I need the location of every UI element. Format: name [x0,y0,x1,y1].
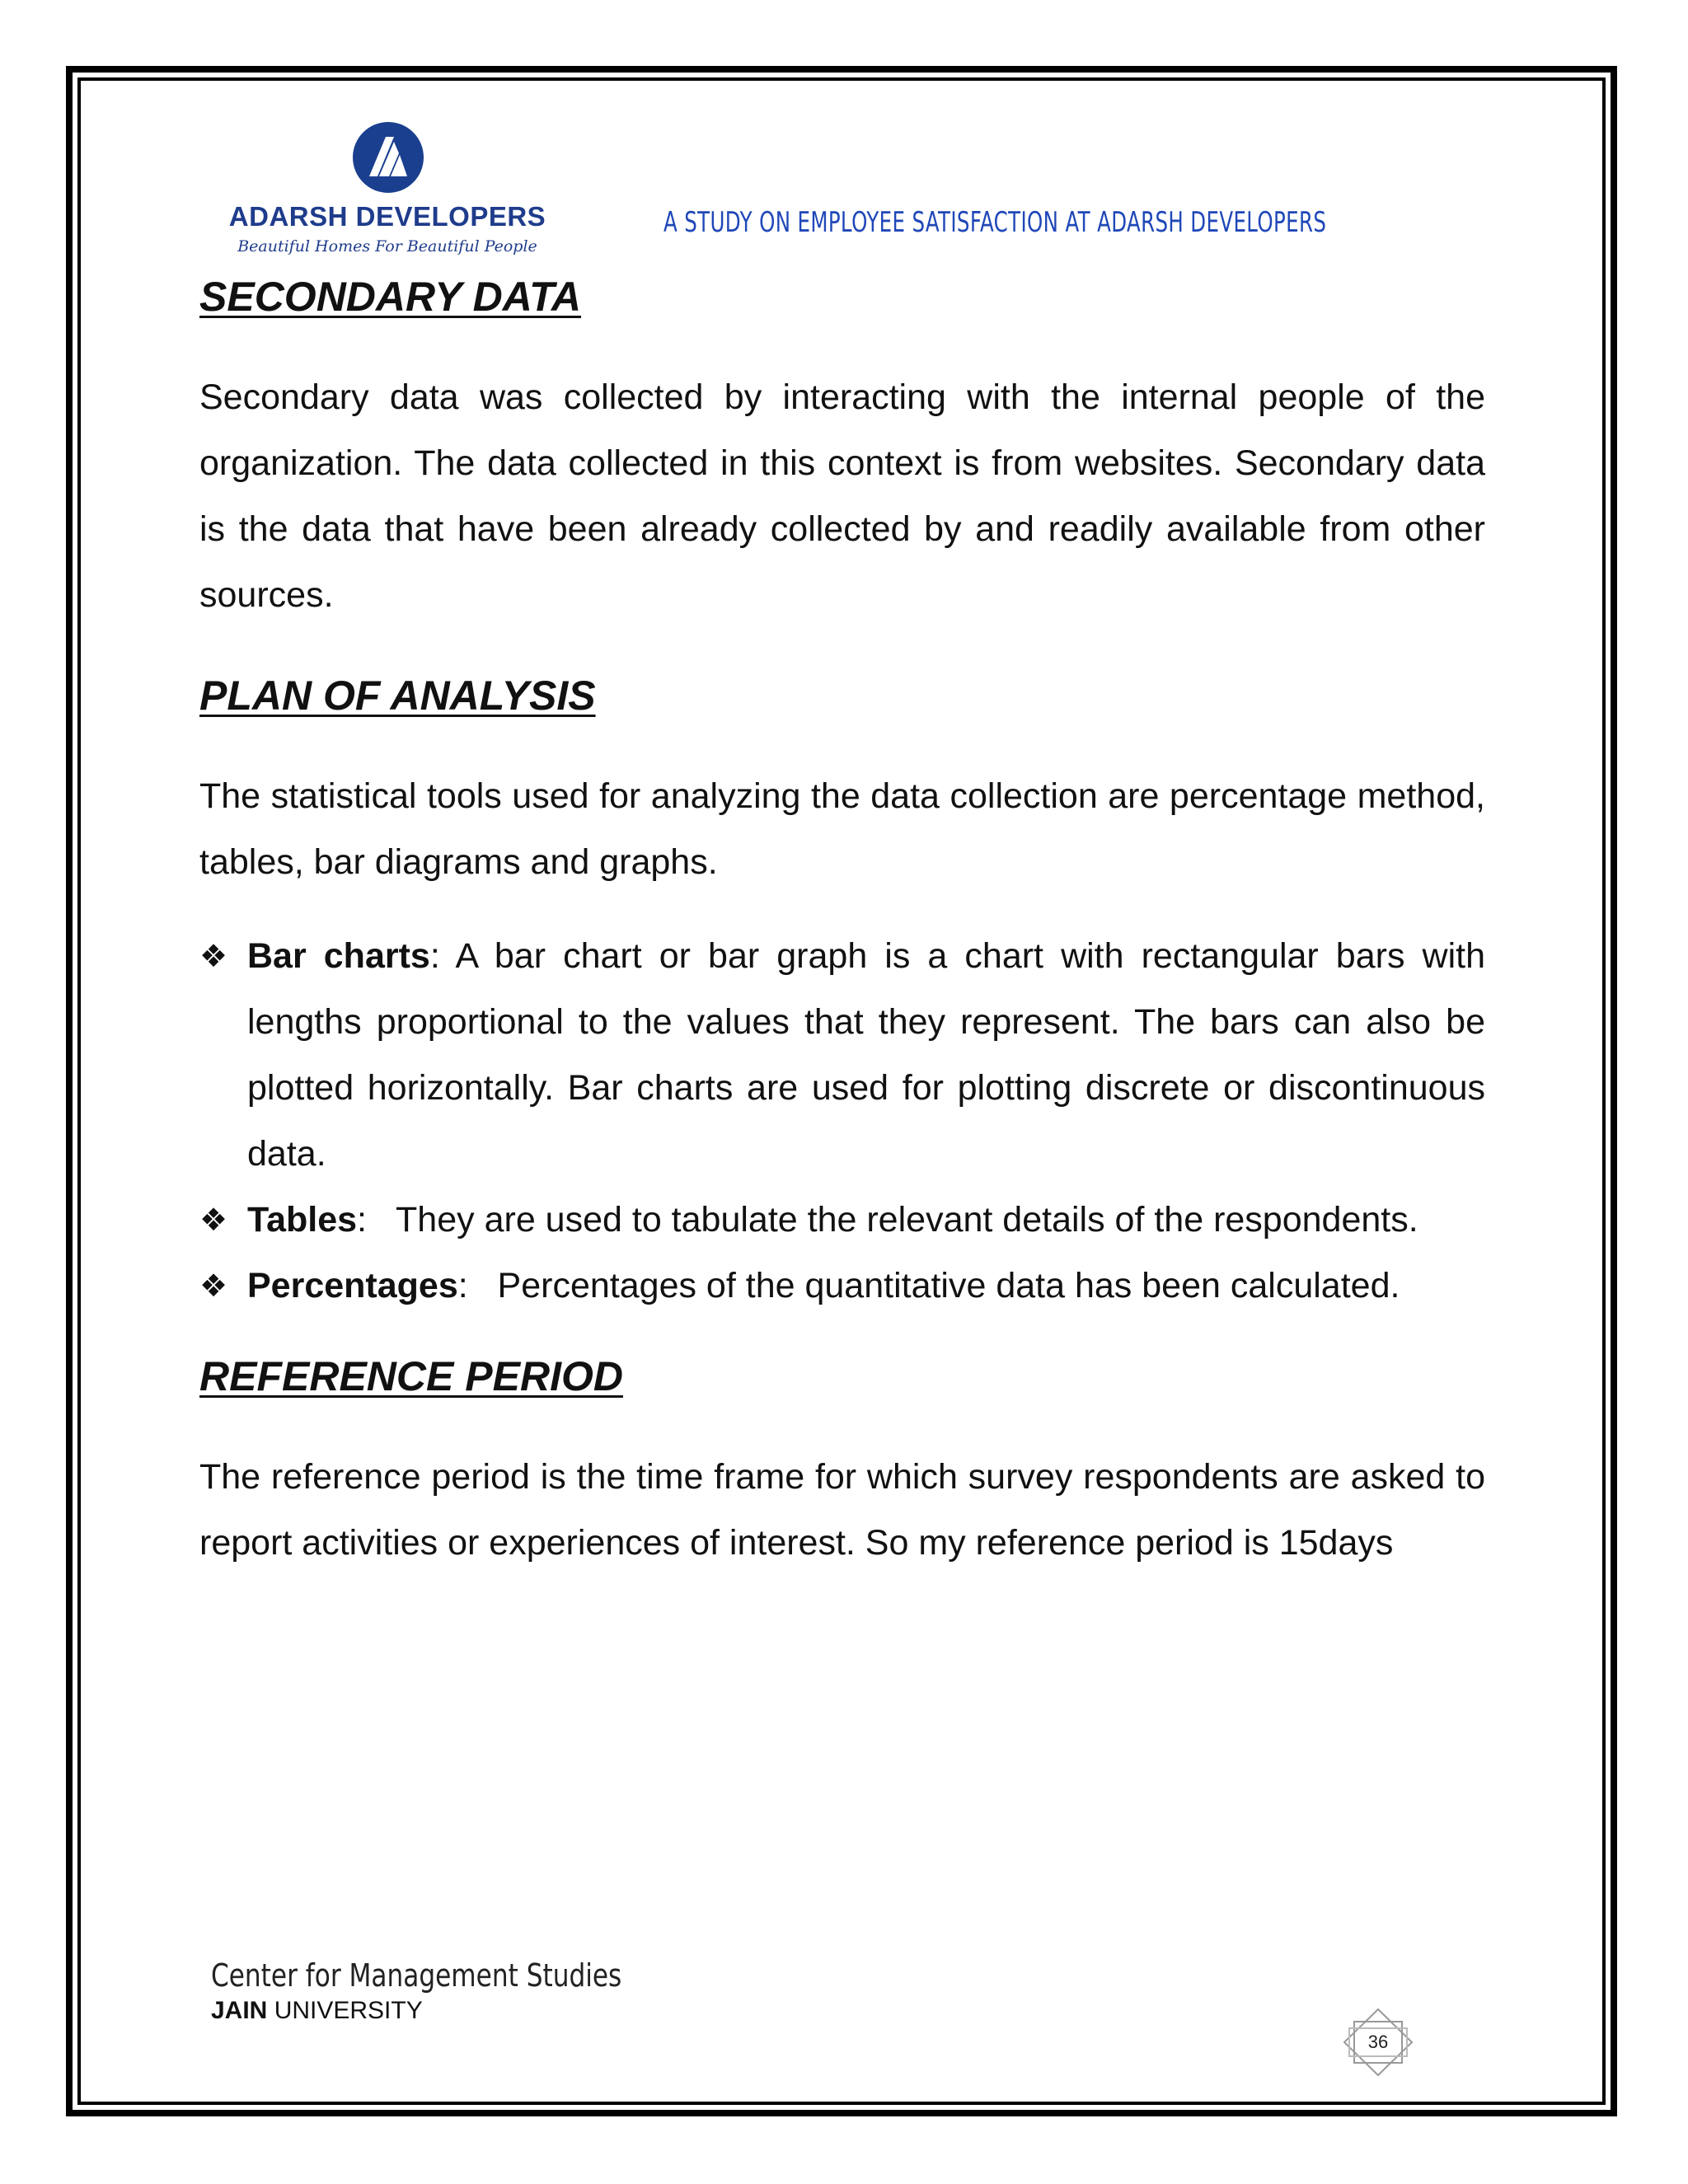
header-title: A STUDY ON EMPLOYEE SATISFACTION AT ADARSH DEVELOPERS [663,206,1327,239]
four-diamond-bullet-icon: ❖ [199,1202,228,1238]
list-item-term: Percentages [247,1266,458,1305]
page-number-badge [1339,2007,1417,2078]
document-content [199,272,1485,1576]
analysis-tools-list [199,923,1485,1319]
list-item [199,923,1485,1187]
four-diamond-bullet-icon: ❖ [199,938,228,974]
list-item-term: Tables [247,1200,358,1240]
list-item [199,1187,1485,1253]
heading-secondary-data: SECONDARY DATA [199,274,582,320]
logo-name: ADARSH DEVELOPERS [228,201,546,232]
footer-university-bold: JAIN [211,1997,268,2024]
paragraph-plan-of-analysis: The statistical tools used for analyzing the data collection are percentage method, tables, bar diagrams and graphs. [199,776,1485,882]
footer-university-rest: UNIVERSITY [267,1997,423,2024]
heading-plan-of-analysis: PLAN OF ANALYSIS [199,673,596,719]
four-diamond-bullet-icon: ❖ [199,1268,228,1304]
list-item-term: Bar charts [247,936,430,976]
heading-reference-period: REFERENCE PERIOD [199,1353,623,1399]
footer-institution [211,1957,712,2025]
adarsh-triangle-logo-icon [353,122,424,193]
page-number: 36 [1367,2032,1389,2052]
paragraph-reference-period: The reference period is the time frame for which survey respondents are asked to report activities or experiences of interest. So my reference period is 15days [199,1457,1485,1563]
company-logo [223,122,552,267]
logo-tagline: Beautiful Homes For Beautiful People [237,237,537,255]
footer-university-name [211,1997,712,2025]
list-item-text: : A bar chart or bar graph is a chart with rectangular bars with lengths proportional to the values that they represent. The bars can also be plotted horizontally. Bar charts are used for plotting discrete or discontinuous data. [247,936,1485,1174]
list-item-text: : They are used to tabulate the relevant details of the respondents. [357,1200,1418,1240]
paragraph-secondary-data: Secondary data was collected by interacting with the internal people of the organization. The data collected in this context is from websites. Secondary data is the data that have been already collected by and readily available from other sources. [199,377,1485,615]
footer-org-name: Center for Management Studies [211,1957,622,1994]
list-item-text: : Percentages of the quantitative data has been calculated. [457,1266,1400,1305]
list-item [199,1253,1485,1319]
